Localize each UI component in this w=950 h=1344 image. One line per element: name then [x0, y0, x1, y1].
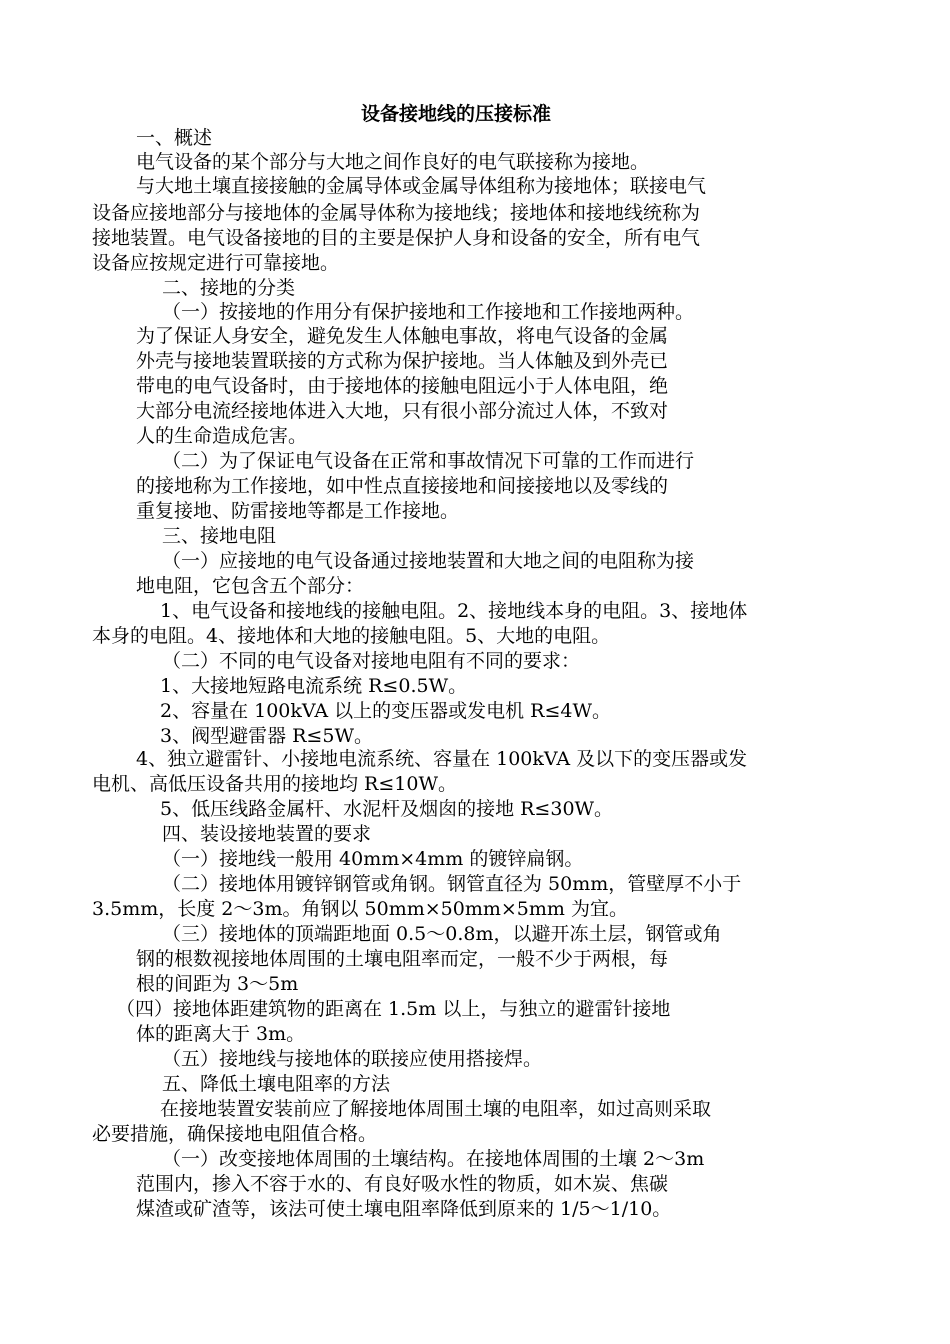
- text-line: （一）改变接地体周围的土壤结构。在接地体周围的土壤 2～3m: [162, 1148, 705, 1170]
- text-line: （一）应接地的电气设备通过接地装置和大地之间的电阻称为接: [162, 550, 695, 572]
- text-line: 在接地装置安装前应了解接地体周围土壤的电阻率，如过高则采取: [160, 1098, 712, 1120]
- text-line: 煤渣或矿渣等，该法可使土壤电阻率降低到原来的 1/5～1/10。: [136, 1198, 672, 1220]
- text-line: 人的生命造成危害。: [136, 425, 308, 447]
- text-line: （一）按接地的作用分有保护接地和工作接地和工作接地两种。: [162, 301, 695, 323]
- text-line: 电气设备的某个部分与大地之间作良好的电气联接称为接地。: [136, 151, 650, 173]
- text-line: （二）接地体用镀锌钢管或角钢。钢管直径为 50mm，管壁厚不小于: [162, 873, 742, 895]
- text-line: （三）接地体的顶端距地面 0.5～0.8m，以避开冻土层，钢管或角: [162, 923, 722, 945]
- text-line: 3、阀型避雷器 R≤5W。: [160, 725, 373, 747]
- text-line: 5、低压线路金属杆、水泥杆及烟囱的接地 R≤30W。: [160, 798, 614, 820]
- text-line: 为了保证人身安全，避免发生人体触电事故，将电气设备的金属: [136, 325, 669, 347]
- text-line: 四、装设接地装置的要求: [162, 823, 372, 845]
- text-line: 电机、高低压设备共用的接地均 R≤10W。: [92, 773, 457, 795]
- text-line: 接地装置。电气设备接地的目的主要是保护人身和设备的安全，所有电气: [92, 227, 701, 249]
- text-line: 体的距离大于 3m。: [136, 1023, 306, 1045]
- text-line: 一、概述: [136, 127, 213, 149]
- text-line: 3.5mm，长度 2～3m。角钢以 50mm×50mm×5mm 为宜。: [92, 898, 628, 920]
- text-line: 根的间距为 3～5m: [136, 973, 299, 995]
- text-line: 与大地土壤直接接触的金属导体或金属导体组称为接地体；联接电气: [136, 175, 707, 197]
- document-title: 设备接地线的压接标准: [361, 103, 552, 125]
- text-line: 二、接地的分类: [162, 277, 296, 299]
- text-line: 1、电气设备和接地线的接触电阻。2、接地线本身的电阻。3、接地体: [160, 600, 748, 622]
- text-line: 三、接地电阻: [162, 525, 277, 547]
- text-line: 必要措施，确保接地电阻值合格。: [92, 1123, 378, 1145]
- text-line: （二）不同的电气设备对接地电阻有不同的要求：: [162, 650, 581, 672]
- text-line: 2、容量在 100kVA 以上的变压器或发电机 R≤4W。: [160, 700, 611, 722]
- text-line: 的接地称为工作接地，如中性点直接接地和间接接地以及零线的: [136, 475, 669, 497]
- text-line: 1、大接地短路电流系统 R≤0.5W。: [160, 675, 468, 697]
- text-line: 4、独立避雷针、小接地电流系统、容量在 100kVA 及以下的变压器或发: [136, 748, 748, 770]
- text-line: 大部分电流经接地体进入大地，只有很小部分流过人体，不致对: [136, 400, 669, 422]
- text-line: （一）接地线一般用 40mm×4mm 的镀锌扁钢。: [162, 848, 584, 870]
- text-line: （四）接地体距建筑物的距离在 1.5m 以上，与独立的避雷针接地: [116, 998, 671, 1020]
- text-line: 本身的电阻。4、接地体和大地的接触电阻。5、大地的电阻。: [92, 625, 611, 647]
- text-line: 钢的根数视接地体周围的土壤电阻率而定，一般不少于两根，每: [136, 948, 669, 970]
- text-line: 五、降低土壤电阻率的方法: [162, 1073, 391, 1095]
- text-line: 设备应按规定进行可靠接地。: [92, 252, 340, 274]
- text-line: 带电的电气设备时，由于接地体的接触电阻远小于人体电阻，绝: [136, 375, 669, 397]
- text-line: 外壳与接地装置联接的方式称为保护接地。当人体触及到外壳已: [136, 350, 669, 372]
- text-line: 地电阻，它包含五个部分：: [136, 575, 365, 597]
- text-line: （二）为了保证电气设备在正常和事故情况下可靠的工作而进行: [162, 450, 695, 472]
- text-line: 范围内，掺入不容于水的、有良好吸水性的物质，如木炭、焦碳: [136, 1173, 669, 1195]
- text-line: 设备应接地部分与接地体的金属导体称为接地线；接地体和接地线统称为: [92, 202, 701, 224]
- text-line: 重复接地、防雷接地等都是工作接地。: [136, 500, 460, 522]
- text-line: （五）接地线与接地体的联接应使用搭接焊。: [162, 1048, 543, 1070]
